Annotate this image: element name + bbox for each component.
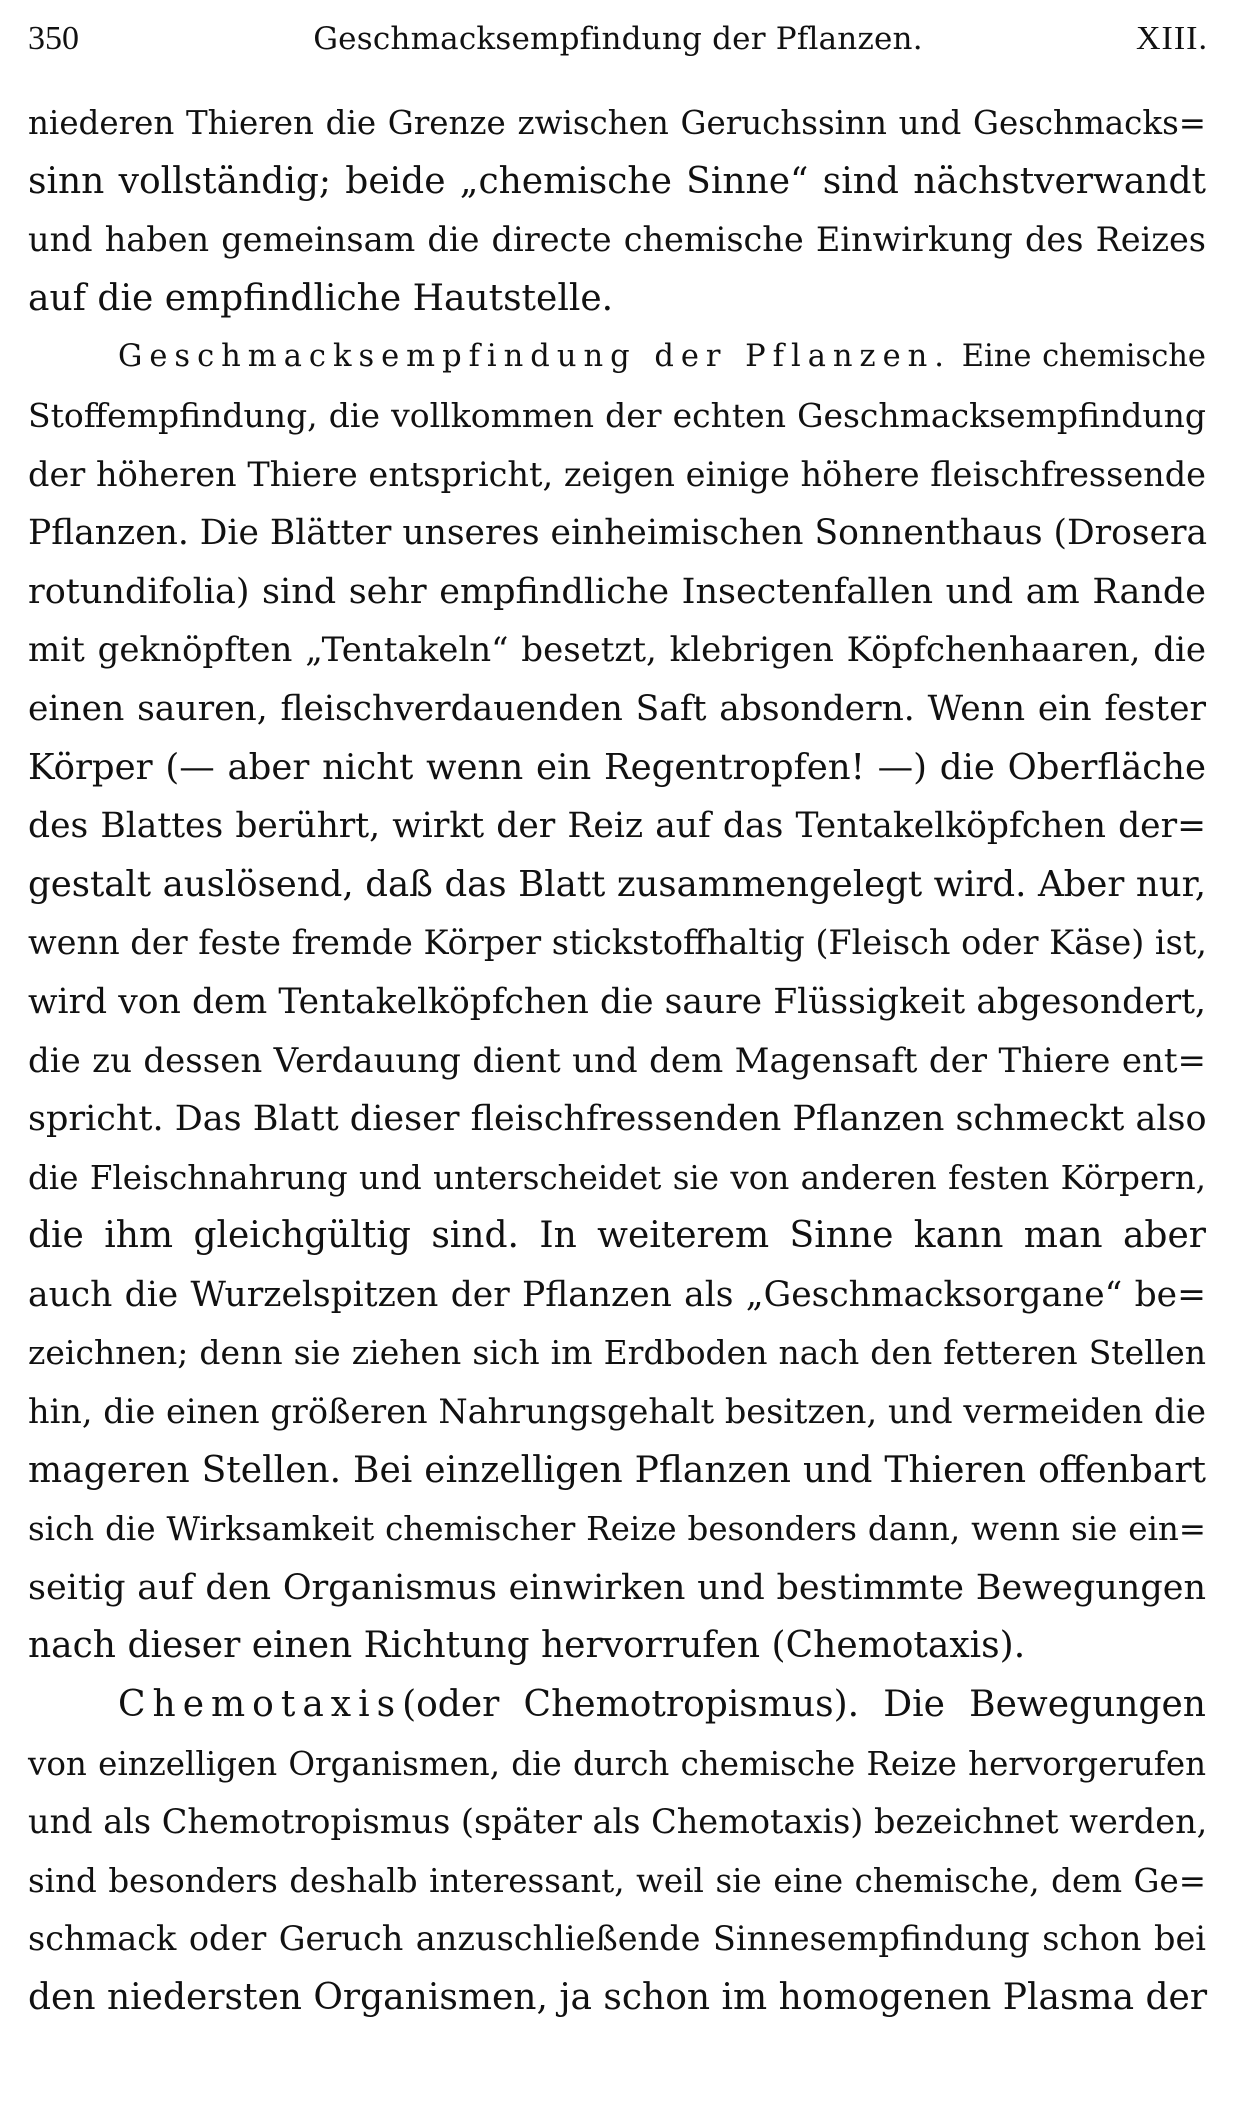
text-line: sinn vollständig; beide „chemische Sinne“ sind nächstverwandt bbox=[28, 160, 1206, 202]
text-line: Körper (— aber nicht wenn ein Regentropfen! —) die Oberfläche bbox=[28, 746, 1206, 788]
text-line: rotundifolia) sind sehr empfindliche Insectenfallen und am Rande bbox=[28, 571, 1206, 612]
section-heading-chemotropismus: (oder Chemotropismus). bbox=[402, 1684, 860, 1726]
text-line: Pflanzen. Die Blätter unseres einheimischen Sonnenthaus (Drosera bbox=[28, 513, 1208, 554]
text-line: wenn der feste fremde Körper stickstoffhaltig (Fleisch oder Käse) ist, bbox=[28, 923, 1207, 963]
text-fragment: Eine chemische bbox=[961, 339, 1206, 375]
section-heading-chemotaxis: Chemotaxis bbox=[118, 1684, 403, 1726]
text-line: und haben gemeinsam die directe chemische Einwirkung des Reizes bbox=[28, 220, 1206, 260]
text-line: auch die Wurzelspitzen der Pflanzen als „Geschmacksorgane“ be= bbox=[28, 1274, 1206, 1315]
text-line: die Fleischnahrung und unterscheidet sie von anderen festen Körpern, bbox=[28, 1158, 1206, 1197]
text-line: auf die empfindliche Hautstelle. bbox=[28, 277, 614, 319]
chapter-number: XIII. bbox=[1135, 20, 1208, 57]
text-line: den niedersten Organismen, ja schon im homogenen Plasma der bbox=[28, 1977, 1208, 2018]
text-line: Stoffempfindung, die vollkommen der echten Geschmacksempfindung bbox=[28, 395, 1206, 435]
text-line: spricht. Das Blatt dieser fleischfressenden Pflanzen schmeckt also bbox=[28, 1099, 1207, 1140]
text-line: des Blattes berührt, wirkt der Reiz auf das Tentakelköpfchen der= bbox=[28, 806, 1206, 847]
paragraph-2 bbox=[28, 328, 1206, 1676]
text-line: mageren Stellen. Bei einzelligen Pflanzen und Thieren offenbart bbox=[28, 1449, 1206, 1491]
body-text bbox=[28, 94, 1206, 2028]
text-line: schmack oder Geruch anzuschließende Sinnesempfindung schon bei bbox=[28, 1919, 1206, 1959]
text-line: gestalt auslösend, daß das Blatt zusammengelegt wird. Aber nur, bbox=[28, 863, 1206, 905]
text-line: von einzelligen Organismen, die durch chemische Reize hervorgerufen bbox=[28, 1744, 1206, 1783]
text-fragment: Die Bewegungen bbox=[883, 1684, 1206, 1726]
text-line: und als Chemotropismus (später als Chemotaxis) bezeichnet werden, bbox=[28, 1802, 1208, 1842]
text-line: wird von dem Tentakelköpfchen die saure Flüssigkeit abgesondert, bbox=[28, 981, 1206, 1022]
text-line: zeichnen; denn sie ziehen sich im Erdboden nach den fetteren Stellen bbox=[28, 1333, 1206, 1373]
text-line: seitig auf den Organismus einwirken und bestimmte Bewegungen bbox=[28, 1567, 1206, 1608]
text-line: niederen Thieren die Grenze zwischen Geruchssinn und Geschmacks= bbox=[28, 104, 1206, 142]
running-head bbox=[28, 14, 1208, 64]
paragraph-1 bbox=[28, 94, 1206, 328]
text-line: sind besonders deshalb interessant, weil sie eine chemische, dem Ge= bbox=[28, 1861, 1206, 1900]
paragraph-3-first-line bbox=[28, 1676, 1206, 1735]
text-line: sich die Wirksamkeit chemischer Reize besonders dann, wenn sie ein= bbox=[28, 1510, 1206, 1549]
text-line: der höheren Thiere entspricht, zeigen einige höhere fleischfressende bbox=[28, 454, 1206, 494]
paragraph-2-first-line bbox=[28, 328, 1206, 387]
text-line: die ihm gleichgültig sind. In weiterem Sinne kann man aber bbox=[28, 1215, 1206, 1257]
paragraph-3 bbox=[28, 1676, 1206, 2028]
text-line: einen sauren, fleischverdauenden Saft absondern. Wenn ein fester bbox=[28, 688, 1206, 729]
text-line: hin, die einen größeren Nahrungsgehalt besitzen, und vermeiden die bbox=[28, 1392, 1206, 1432]
text-line: die zu dessen Verdauung dient und dem Magensaft der Thiere ent= bbox=[28, 1040, 1206, 1081]
page-number: 350 bbox=[28, 20, 79, 57]
text-line: mit geknöpften „Tentakeln“ besetzt, klebrigen Köpfchenhaaren, die bbox=[28, 630, 1206, 671]
section-heading-geschmack: Geschmacksempfindung der Pflanzen. bbox=[118, 339, 952, 375]
text-line: nach dieser einen Richtung hervorrufen (Chemotaxis). bbox=[28, 1625, 1026, 1667]
running-title: Geschmacksempfindung der Pflanzen. bbox=[313, 21, 923, 57]
